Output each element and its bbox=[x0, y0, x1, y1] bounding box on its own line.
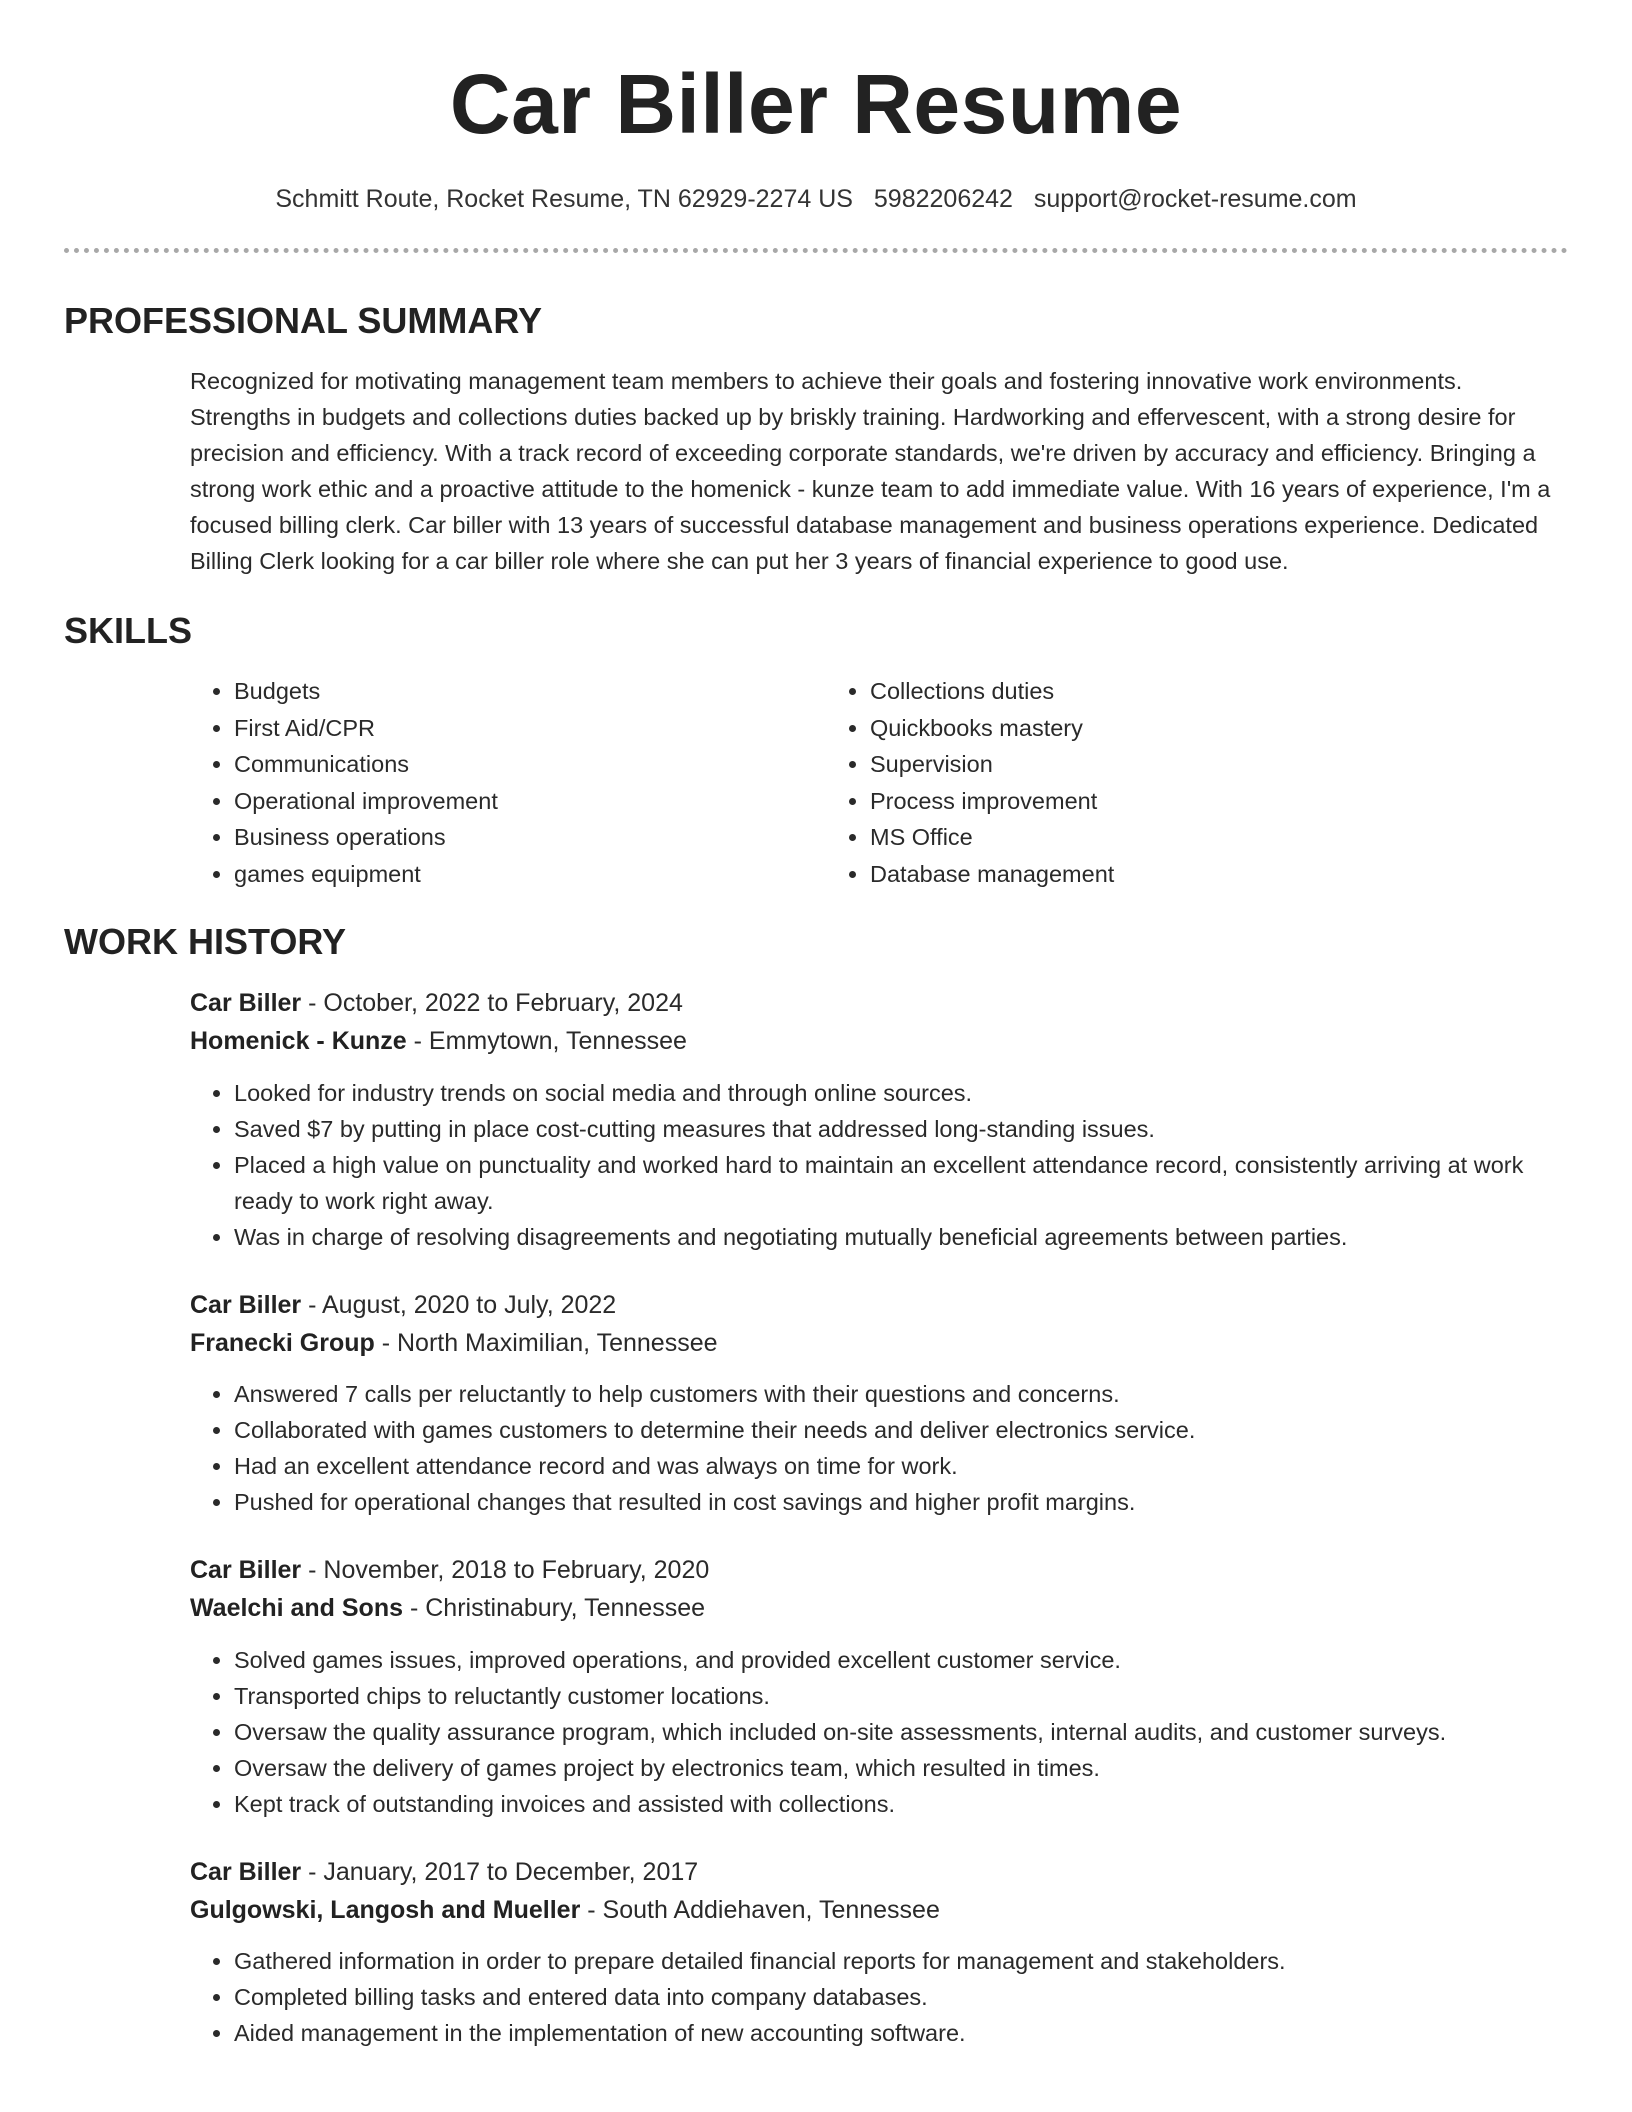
job-company-line bbox=[190, 1589, 1568, 1627]
contact-email: support@rocket-resume.com bbox=[1033, 185, 1357, 213]
job-bullet: • Oversaw the quality assurance program, which included on-site assessments, internal audits, and customer surveys. bbox=[234, 1714, 1568, 1750]
job-entry bbox=[190, 1286, 1568, 1520]
job-role-line bbox=[190, 1286, 1568, 1324]
skill-item: • Database management bbox=[870, 856, 1462, 893]
job-bullet: • Transported chips to reluctantly customer locations. bbox=[234, 1678, 1568, 1714]
resume-title: Car Biller Resume bbox=[449, 57, 1183, 151]
contact-phone: 5982206242 bbox=[873, 185, 1013, 213]
job-bullet: • Pushed for operational changes that resulted in cost savings and higher profit margins. bbox=[234, 1484, 1568, 1520]
job-bullet: • Had an excellent attendance record and was always on time for work. bbox=[234, 1448, 1568, 1484]
job-bullet: • Placed a high value on punctuality and worked hard to maintain an excellent attendance record, consistently arriving at work ready to work right away. bbox=[234, 1147, 1568, 1219]
skills-heading: SKILLS bbox=[64, 610, 193, 651]
job-role: Car Biller bbox=[190, 989, 302, 1017]
job-company: Franecki Group bbox=[190, 1329, 375, 1357]
job-bullet: • Solved games issues, improved operations, and provided excellent customer service. bbox=[234, 1642, 1568, 1678]
summary-text: Recognized for motivating management team members to achieve their goals and fostering innovative work environments. Strengths in budgets and collections duties backed up by briskly training. Hardworking and effervescent, with a strong desire for precision and efficiency. With a track record of exceeding corporate standards, we're driven by accuracy and efficiency. Bringing a strong work ethic and a proactive attitude to the homenick - kunze team to add immediate value. With 16 years of experience, I'm a focused billing clerk. Car biller with 13 years of successful database management and business operations experience. Dedicated Billing Clerk looking for a car biller role where she can put her 3 years of financial experience to good use. bbox=[190, 368, 1551, 574]
summary-heading: PROFESSIONAL SUMMARY bbox=[64, 300, 543, 341]
job-location: - Emmytown, Tennessee bbox=[406, 1027, 687, 1055]
job-role-line bbox=[190, 984, 1568, 1022]
job-bullet: • Saved $7 by putting in place cost-cutting measures that addressed long-standing issues. bbox=[234, 1111, 1568, 1147]
skill-item: • Quickbooks mastery bbox=[870, 710, 1462, 747]
header-divider bbox=[64, 248, 1568, 253]
job-location: - Christinabury, Tennessee bbox=[403, 1594, 706, 1622]
job-entry bbox=[190, 1551, 1568, 1822]
skills-column-right bbox=[826, 673, 1462, 892]
job-role: Car Biller bbox=[190, 1556, 302, 1584]
skill-item: • games equipment bbox=[234, 856, 826, 893]
skill-item: • MS Office bbox=[870, 819, 1462, 856]
skill-item: • Operational improvement bbox=[234, 783, 826, 820]
job-bullet: • Collaborated with games customers to determine their needs and deliver electronics service. bbox=[234, 1412, 1568, 1448]
job-bullet: • Oversaw the delivery of games project by electronics team, which resulted in times. bbox=[234, 1750, 1568, 1786]
skills-column-left bbox=[190, 673, 826, 892]
skill-item: • Business operations bbox=[234, 819, 826, 856]
job-dates: - January, 2017 to December, 2017 bbox=[301, 1858, 699, 1886]
job-bullet: • Looked for industry trends on social media and through online sources. bbox=[234, 1075, 1568, 1111]
job-bullets bbox=[190, 1075, 1568, 1255]
job-dates: - November, 2018 to February, 2020 bbox=[301, 1556, 710, 1584]
job-bullet: • Gathered information in order to prepare detailed financial reports for management and stakeholders. bbox=[234, 1943, 1568, 1979]
contact-line bbox=[64, 182, 1568, 216]
job-role: Car Biller bbox=[190, 1291, 302, 1319]
skill-item: • Communications bbox=[234, 746, 826, 783]
job-role-line bbox=[190, 1853, 1568, 1891]
skills-list bbox=[190, 673, 1568, 892]
job-bullet: • Answered 7 calls per reluctantly to help customers with their questions and concerns. bbox=[234, 1376, 1568, 1412]
job-dates: - August, 2020 to July, 2022 bbox=[301, 1291, 617, 1319]
job-bullets bbox=[190, 1376, 1568, 1520]
job-company-line bbox=[190, 1022, 1568, 1060]
job-bullet: • Kept track of outstanding invoices and assisted with collections. bbox=[234, 1786, 1568, 1822]
job-location: - South Addiehaven, Tennessee bbox=[580, 1896, 940, 1924]
job-company: Waelchi and Sons bbox=[190, 1594, 404, 1622]
job-location: - North Maximilian, Tennessee bbox=[374, 1329, 718, 1357]
job-bullet: • Was in charge of resolving disagreements and negotiating mutually beneficial agreements between parties. bbox=[234, 1219, 1568, 1255]
contact-address: Schmitt Route, Rocket Resume, TN 62929-2274 US bbox=[275, 185, 853, 213]
work-history-heading: WORK HISTORY bbox=[64, 921, 347, 962]
job-bullets bbox=[190, 1642, 1568, 1822]
job-entry bbox=[190, 984, 1568, 1255]
job-company-line bbox=[190, 1891, 1568, 1929]
job-bullets bbox=[190, 1943, 1568, 2051]
skill-item: • Process improvement bbox=[870, 783, 1462, 820]
job-company-line bbox=[190, 1324, 1568, 1362]
skill-item: • Supervision bbox=[870, 746, 1462, 783]
job-entry bbox=[190, 1853, 1568, 2051]
job-bullet: • Completed billing tasks and entered data into company databases. bbox=[234, 1979, 1568, 2015]
job-company: Homenick - Kunze bbox=[190, 1027, 407, 1055]
skill-item: • Collections duties bbox=[870, 673, 1462, 710]
job-dates: - October, 2022 to February, 2024 bbox=[301, 989, 683, 1017]
job-bullet: • Aided management in the implementation of new accounting software. bbox=[234, 2015, 1568, 2051]
skill-item: • Budgets bbox=[234, 673, 826, 710]
skill-item: • First Aid/CPR bbox=[234, 710, 826, 747]
job-company: Gulgowski, Langosh and Mueller bbox=[190, 1896, 581, 1924]
job-role: Car Biller bbox=[190, 1858, 302, 1886]
job-role-line bbox=[190, 1551, 1568, 1589]
